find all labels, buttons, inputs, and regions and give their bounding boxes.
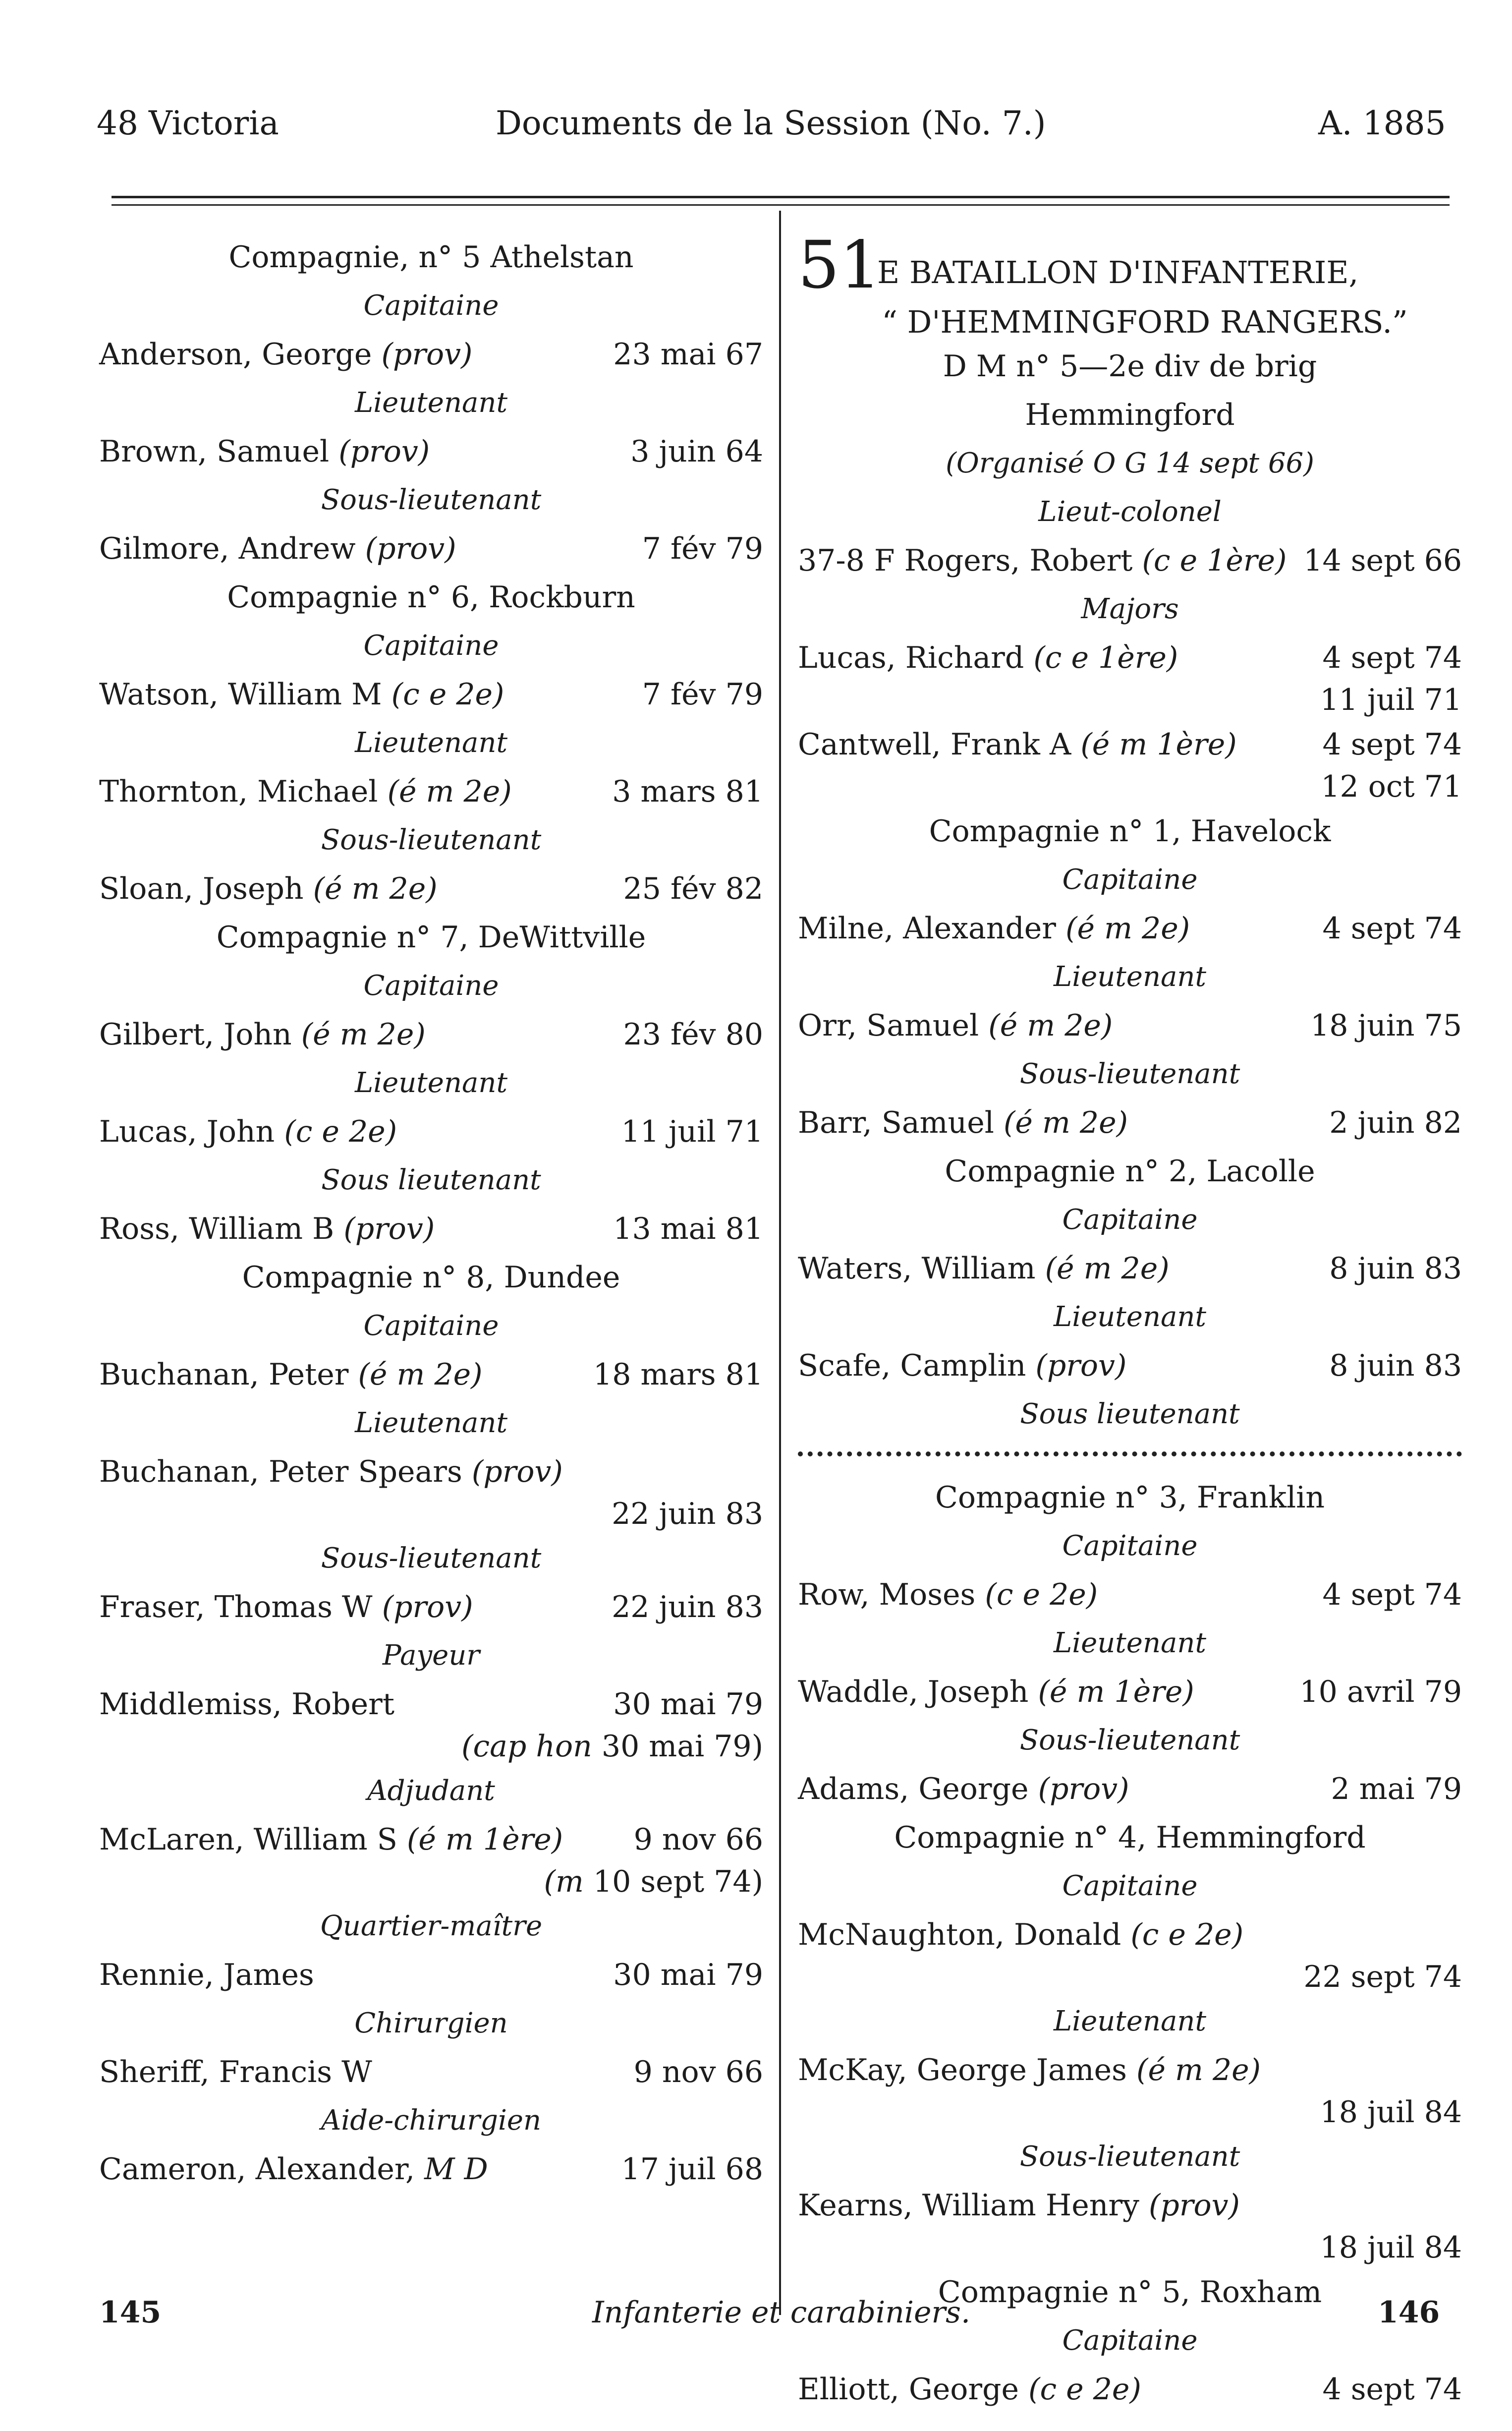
rank-heading: Sous lieutenant [1020,1398,1240,1430]
left-column [99,233,763,2194]
officer-name: Barr, Samuel [798,1105,994,1140]
officer-date: 4 sept 74 [1322,2372,1462,2407]
officer-name: Rogers, Robert [904,543,1133,578]
officer-date: 11 juil 71 [621,1114,763,1149]
rank-heading: Capitaine [363,970,499,1002]
officer-date: 14 sept 66 [1303,543,1462,578]
officer-name: Waters, William [798,1251,1036,1286]
officer-qualification: (c e 2e) [985,1577,1098,1612]
officer-date: 8 juin 83 [1329,1348,1462,1383]
company-heading: Compagnie n° 6, Rockburn [227,580,635,615]
officer-name: Cameron, Alexander, [99,2152,415,2187]
rank-heading: Sous-lieutenant [321,484,542,516]
officer-name: McLaren, William S [99,1822,397,1857]
rank-heading: Lieutenant [355,387,507,419]
officer-date: 18 juil 84 [1320,2095,1462,2130]
officer-name: Waddle, Joseph [798,1675,1029,1709]
company-heading: Compagnie n° 4, Hemmingford [894,1820,1366,1855]
officer-entry [99,1680,763,1767]
rank-heading: Lieut-colonel [1038,496,1222,528]
rank-heading: Majors [1081,593,1179,625]
officer-qualification: (prov) [471,1454,563,1489]
company-heading: Compagnie n° 3, Franklin [935,1480,1325,1515]
officer-qualification: (prov) [338,434,430,469]
officer-entry [798,1570,1462,1619]
officer-name: Cantwell, Frank A [798,727,1071,762]
officer-entry [798,1001,1462,1050]
column-divider [779,211,781,2315]
officer-entry [99,524,763,573]
officer-date: 8 juin 83 [1329,1251,1462,1286]
officer-qualification: (c e 2e) [1028,2372,1141,2407]
officer-date: 3 juin 64 [630,434,763,469]
officer-entry [99,330,763,379]
officer-entry [99,2048,763,2096]
officer-qualification: (prov) [381,337,473,372]
officer-date: 2 juin 82 [1329,1105,1462,1140]
officer-name: Middlemiss, Robert [99,1687,394,1722]
officer-date: 13 mai 81 [613,1212,763,1246]
officer-name: Watson, William M [99,677,382,712]
officer-entry [798,2046,1462,2133]
company-heading: Compagnie, n° 5 Athelstan [228,240,634,275]
page-number-left: 145 [99,2295,162,2330]
header-left: 48 Victoria [97,104,279,142]
officer-date: 11 juil 71 [1320,683,1462,717]
officer-name: Buchanan, Peter Spears [99,1454,462,1489]
officer-qualification: (c e 2e) [1130,1917,1244,1952]
officer-name: Adams, George [798,1772,1029,1806]
officer-name: McKay, George James [798,2053,1127,2087]
officer-qualification: M D [424,2152,488,2187]
officer-entry [99,1350,763,1399]
officer-date: 18 juin 75 [1310,1008,1462,1043]
rank-heading: Capitaine [1062,2324,1198,2357]
page-header [0,104,1512,149]
officer-name: Lucas, Richard [798,640,1024,675]
rank-heading: Sous-lieutenant [321,1542,542,1574]
officer-qualification: (m [544,1864,584,1899]
header-rule [112,196,1450,198]
officer-date: 18 juil 84 [1320,2230,1462,2265]
rank-heading: Sous lieutenant [321,1164,541,1196]
rank-heading: Capitaine [1062,864,1198,896]
rank-heading: Aide-chirurgien [321,2104,542,2137]
rank-heading: Capitaine [363,289,499,322]
rank-heading: Sous-lieutenant [1019,2141,1240,2173]
battalion-number: 51 [798,227,881,303]
officer-name: Thornton, Michael [99,774,378,809]
organisation-note: (Organisé O G 14 sept 66) [946,447,1314,479]
rank-heading: Capitaine [363,630,499,662]
officer-date: 30 mai 79 [613,1958,763,1992]
rank-heading: Sous-lieutenant [1019,1724,1240,1756]
battalion-title [798,227,1462,303]
officer-name: Orr, Samuel [798,1008,979,1043]
rank-heading: Lieutenant [355,1067,507,1099]
rank-heading: Sous-lieutenant [321,824,542,856]
officer-entry [99,1447,763,1534]
officer-date: 7 fév 79 [642,677,763,712]
officer-qualification: (é m 2e) [1003,1105,1128,1140]
page-number-right: 146 [1378,2295,1440,2330]
officer-date: 22 juin 83 [612,1497,763,1531]
company-heading: Compagnie n° 5, Roxham [938,2275,1322,2310]
rank-heading: Capitaine [1062,1530,1198,1562]
rank-heading: Lieutenant [355,727,507,759]
officer-qualification: (é m 2e) [387,774,512,809]
officer-entry [99,865,763,913]
rank-heading: Lieutenant [1054,961,1206,993]
officer-name: Elliott, George [798,2372,1019,2407]
officer-date: 22 juin 83 [612,1590,763,1624]
officer-name: Gilmore, Andrew [99,531,356,566]
officer-entry [798,720,1462,807]
officer-qualification: (prov) [1035,1348,1127,1383]
header-right: A. 1885 [1318,104,1446,142]
rank-heading: Lieutenant [1054,1301,1206,1333]
rank-heading: Chirurgien [354,2007,508,2039]
officer-name: Ross, William B [99,1212,335,1246]
officer-entry [99,1583,763,1631]
officer-entry [99,1010,763,1059]
officer-entry [798,2365,1462,2414]
officer-date: 17 juil 68 [621,2152,763,2187]
officer-date: 30 mai 79 [613,1687,763,1722]
officer-qualification: (cap hon [461,1729,592,1764]
officer-entry [99,1815,763,1902]
officer-date: 2 mai 79 [1331,1772,1462,1806]
rank-heading: Quartier-maître [320,1910,543,1942]
battalion-name: E BATAILLON D'INFANTERIE, [877,254,1359,290]
officer-name: Sheriff, Francis W [99,2055,372,2089]
officer-date: 4 sept 74 [1322,640,1462,675]
officer-qualification: (é m 1ère) [1080,727,1237,762]
officer-name: Rennie, James [99,1958,314,1992]
officer-date: 22 sept 74 [1303,1960,1462,1994]
officer-name: McNaughton, Donald [798,1917,1121,1952]
rank-heading: Capitaine [363,1310,499,1342]
officer-date: 9 nov 66 [633,1822,763,1857]
officer-name: Milne, Alexander [798,911,1056,946]
officer-entry [798,1765,1462,1813]
officer-name: Sloan, Joseph [99,871,304,906]
headquarters: Hemmingford [1025,398,1235,432]
officer-entry [99,1107,763,1156]
officer-entry [798,634,1462,720]
officer-date: 23 mai 67 [613,337,763,372]
officer-entry [798,1668,1462,1716]
officer-qualification: (c e 1ère) [1033,640,1178,675]
company-heading: Compagnie n° 8, Dundee [242,1260,620,1295]
officer-name: Brown, Samuel [99,434,330,469]
rank-heading: Capitaine [1062,1204,1198,1236]
rank-heading: Capitaine [1062,1870,1198,1902]
rank-heading: Lieutenant [355,1407,507,1439]
officer-date: 30 mai 79) [601,1729,763,1764]
officer-name: Lucas, John [99,1114,275,1149]
officer-qualification: (é m 2e) [988,1008,1113,1043]
officer-entry [798,2181,1462,2268]
officer-qualification: (c e 2e) [391,677,504,712]
officer-date: 23 fév 80 [623,1017,763,1052]
officer-date: 18 mars 81 [593,1357,763,1392]
officer-entry [798,1341,1462,1390]
officer-date: 10 sept 74) [593,1864,763,1899]
officer-entry [99,767,763,816]
officer-entry [99,1205,763,1253]
officer-date: 25 fév 82 [623,871,763,906]
officer-name: Gilbert, John [99,1017,292,1052]
officer-prefix: 37-8 F [798,543,895,578]
rank-heading: Payeur [382,1639,480,1672]
officer-qualification: (prov) [1149,2188,1240,2223]
officer-name: Anderson, George [99,337,372,372]
officer-entry [99,2145,763,2194]
officer-date: 3 mars 81 [612,774,763,809]
company-heading: Compagnie n° 2, Lacolle [945,1154,1315,1189]
officer-date: 4 sept 74 [1322,911,1462,946]
header-center: Documents de la Session (No. 7.) [496,104,1046,142]
officer-name: Fraser, Thomas W [99,1590,373,1624]
district-line: D M n° 5—2e div de brig [943,349,1317,384]
rank-heading: Lieutenant [1054,2005,1206,2037]
officer-date: 12 oct 71 [1321,769,1462,804]
officer-entry [99,670,763,719]
officer-qualification: (é m 2e) [358,1357,483,1392]
officer-qualification: (c e 2e) [284,1114,397,1149]
officer-entry [798,1099,1462,1147]
company-heading: Compagnie n° 1, Havelock [929,814,1331,849]
officer-name: Row, Moses [798,1577,976,1612]
officer-entry [798,536,1462,585]
officer-date: 4 sept 74 [1322,727,1462,762]
battalion-subtitle: “ D'HEMMINGFORD RANGERS.” [882,304,1408,340]
officer-date: 7 fév 79 [642,531,763,566]
officer-qualification: (é m 2e) [1136,2053,1261,2087]
officer-qualification: (prov) [365,531,456,566]
officer-name: Buchanan, Peter [99,1357,349,1392]
officer-qualification: (prov) [1038,1772,1129,1806]
officer-qualification: (é m 1ère) [1038,1675,1194,1709]
officer-qualification: (é m 2e) [1065,911,1190,946]
officer-entry [99,427,763,476]
running-footer: Infanterie et carabiniers. [592,2295,971,2330]
header-rule-thin [112,204,1450,206]
officer-qualification: (prov) [343,1212,435,1246]
officer-qualification: (é m 2e) [313,871,438,906]
rank-heading: Lieutenant [1054,1627,1206,1659]
right-column [798,227,1462,2414]
officer-entry [798,904,1462,953]
officer-qualification: (é m 2e) [301,1017,426,1052]
dotted-leader [798,1439,1462,1473]
officer-qualification: (c e 1ère) [1142,543,1287,578]
rank-heading: Sous-lieutenant [1019,1058,1240,1090]
company-heading: Compagnie n° 7, DeWittville [216,920,646,955]
officer-date: 4 sept 74 [1322,1577,1462,1612]
officer-name: Kearns, William Henry [798,2188,1139,2223]
officer-date: 10 avril 79 [1299,1675,1462,1709]
rank-heading: Adjudant [367,1775,495,1807]
officer-entry [798,1244,1462,1293]
officer-name: Scafe, Camplin [798,1348,1026,1383]
officer-qualification: (é m 2e) [1045,1251,1170,1286]
officer-entry [798,1910,1462,1997]
officer-qualification: (é m 1ère) [406,1822,563,1857]
officer-date: 9 nov 66 [633,2055,763,2089]
officer-qualification: (prov) [382,1590,473,1624]
officer-entry [99,1951,763,1999]
